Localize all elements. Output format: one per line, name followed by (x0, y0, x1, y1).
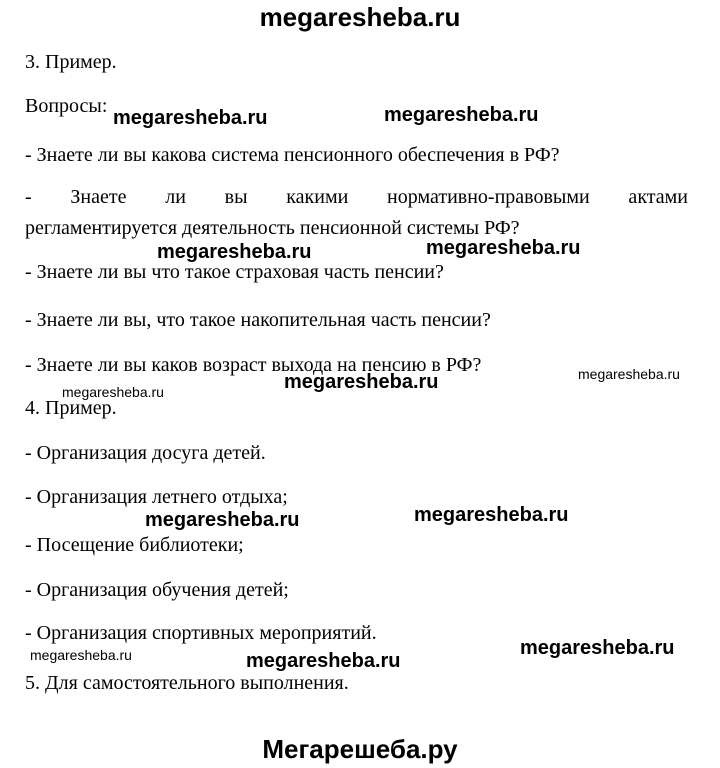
watermark: megaresheba.ru (520, 637, 675, 659)
questions-label: Вопросы: (25, 95, 108, 117)
question-2-line-1: - Знаете ли вы какими нормативно-правовыми актами (25, 186, 688, 208)
item-3: - Посещение библиотеки; (25, 534, 244, 556)
section-5-title: 5. Для самостоятельного выполнения. (25, 672, 349, 694)
item-5: - Организация спортивных мероприятий. (25, 622, 377, 644)
item-2: - Организация летнего отдыха; (25, 486, 288, 508)
watermark: megaresheba.ru (384, 104, 539, 126)
question-4: - Знаете ли вы, что такое накопительная часть пенсии? (25, 309, 491, 331)
watermark: megaresheba.ru (145, 509, 300, 531)
item-1: - Организация досуга детей. (25, 442, 266, 464)
question-1: - Знаете ли вы какова система пенсионного обеспечения в РФ? (25, 144, 560, 166)
question-5: - Знаете ли вы каков возраст выхода на пенсию в РФ? (25, 354, 482, 376)
item-4: - Организация обучения детей; (25, 579, 289, 601)
watermark: megaresheba.ru (426, 237, 581, 259)
question-3: - Знаете ли вы что такое страховая часть пенсии? (25, 261, 444, 283)
site-header: megaresheba.ru (259, 2, 461, 32)
question-2-line-2: регламентируется деятельность пенсионной системы РФ? (25, 217, 520, 239)
watermark: megaresheba.ru (157, 241, 312, 263)
watermark: megaresheba.ru (62, 384, 164, 400)
watermark: megaresheba.ru (284, 371, 439, 393)
watermark: megaresheba.ru (414, 504, 569, 526)
site-footer: Мегарешеба.ру (262, 734, 458, 764)
section-3-title: 3. Пример. (25, 51, 117, 73)
section-4-title: 4. Пример. (25, 397, 117, 419)
watermark: megaresheba.ru (113, 107, 268, 129)
watermark: megaresheba.ru (30, 647, 132, 663)
watermark: megaresheba.ru (246, 650, 401, 672)
watermark: megaresheba.ru (578, 366, 680, 382)
